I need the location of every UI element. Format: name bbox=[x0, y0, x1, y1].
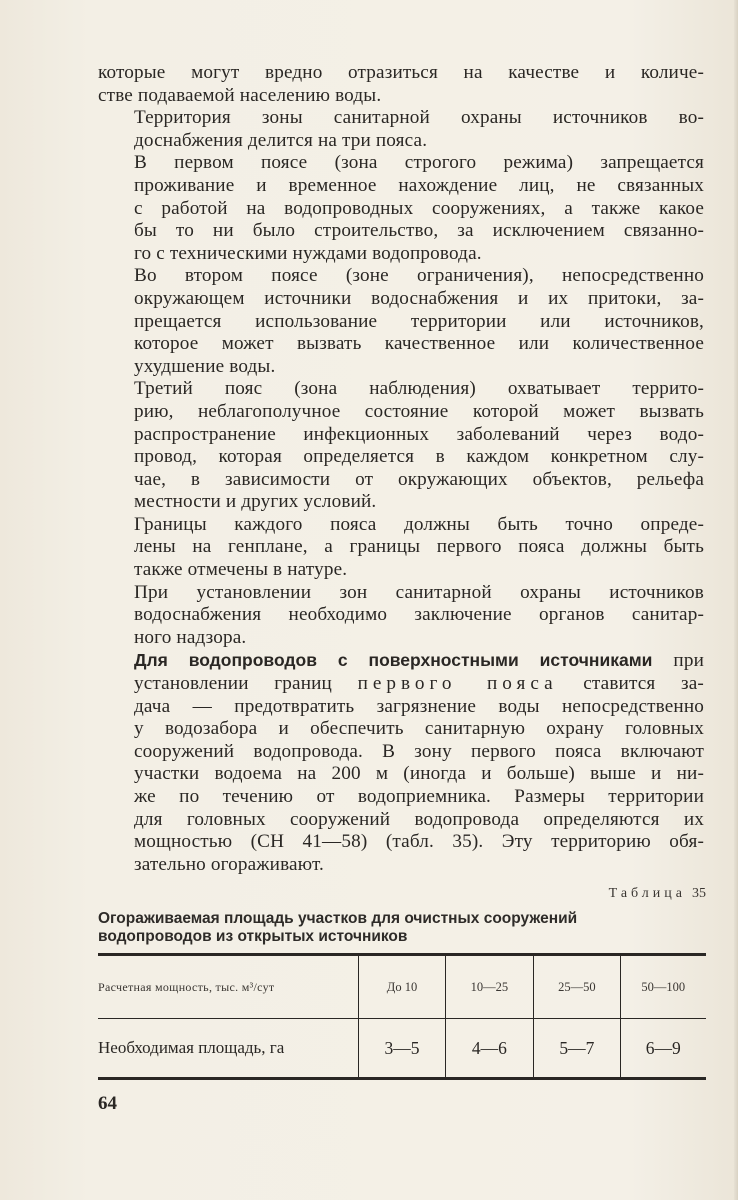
text-line: При установлении зон санитарной охраны источников bbox=[134, 581, 704, 603]
text-line: Границы каждого пояса должны быть точно опреде- bbox=[134, 513, 704, 535]
text-line: Во втором поясе (зоне ограничения), непосредственно bbox=[134, 265, 704, 287]
text-line: водоснабжения необходимо заключение органов санитар- bbox=[134, 604, 704, 626]
table-cell: 4—6 bbox=[445, 1019, 533, 1077]
text-line: мощностью (СН 41—58) (табл. 35). Эту территорию обя- bbox=[134, 831, 704, 853]
text-fragment: установлении границ bbox=[134, 673, 358, 695]
text-fragment: ставится за- bbox=[557, 673, 704, 695]
body-text bbox=[98, 62, 704, 876]
table-cell: 6—9 bbox=[620, 1019, 706, 1077]
text-line: окружающем источники водоснабжения и их притоки, за- bbox=[134, 287, 704, 309]
bold-heading-text: Для водопроводов с поверхностными источниками bbox=[134, 650, 653, 671]
text-line: местности и других условий. bbox=[134, 491, 377, 513]
paragraph bbox=[98, 107, 704, 152]
text-line: распространение инфекционных заболеваний через водо- bbox=[134, 423, 704, 445]
text-line: го с техническими нуждами водопровода. bbox=[134, 242, 482, 264]
text-line: проживание и временное нахождение лиц, не связанных bbox=[134, 174, 704, 196]
text-line: участки водоема на 200 м (иногда и больше) выше и ни- bbox=[134, 763, 704, 785]
text-line: ухудшение воды. bbox=[134, 355, 276, 377]
paragraph bbox=[98, 62, 704, 107]
text-line: также отмечены в натуре. bbox=[134, 559, 348, 581]
text-line: рию, неблагополучное состояние которой может вызвать bbox=[134, 400, 704, 422]
table-header-cell: До 10 bbox=[358, 956, 444, 1018]
paragraph bbox=[98, 514, 704, 582]
text-line: доснабжения делится на три пояса. bbox=[134, 129, 428, 151]
text-line: провод, которая определяется в каждом конкретном слу- bbox=[134, 446, 704, 468]
table-header-cell: 50—100 bbox=[620, 956, 706, 1018]
text-line: которые могут вредно отразиться на качестве и количе- bbox=[98, 62, 704, 83]
text-line: стве подаваемой населению воды. bbox=[98, 84, 382, 106]
text-line: которое может вызвать качественное или количественное bbox=[134, 333, 704, 355]
text-line: дача — предотвратить загрязнение воды непосредственно bbox=[134, 695, 704, 717]
text-line bbox=[98, 673, 704, 696]
table-caption bbox=[609, 886, 706, 902]
text-line: у водозабора и обеспечить санитарную охрану головных bbox=[134, 718, 704, 740]
table-caption-number: 35 bbox=[692, 886, 706, 901]
text-fragment: при bbox=[652, 650, 704, 672]
text-line: прещается использование территории или источников, bbox=[134, 310, 704, 332]
text-line: же по течению от водоприемника. Размеры территории bbox=[134, 786, 704, 807]
table-caption-word: Таблица bbox=[608, 886, 686, 901]
table-header-cell: 10—25 bbox=[445, 956, 533, 1018]
text-line: Территория зоны санитарной охраны источников во- bbox=[134, 107, 704, 129]
spaced-emphasis-text: первого пояса bbox=[357, 673, 558, 695]
table-row bbox=[98, 1019, 706, 1077]
table-title-line: Огораживаемая площадь участков для очистных сооружений bbox=[98, 910, 578, 927]
text-line: ного надзора. bbox=[134, 626, 247, 648]
data-table bbox=[98, 953, 706, 1080]
text-line: с работой на водопроводных сооружениях, а также какое bbox=[134, 197, 704, 219]
table-cell: Необходимая площадь, га bbox=[98, 1038, 285, 1057]
page-edge bbox=[734, 0, 738, 1200]
text-line bbox=[98, 649, 704, 673]
table-cell: 3—5 bbox=[358, 1019, 444, 1077]
text-line: лены на генплане, а границы первого пояса должны быть bbox=[134, 536, 704, 558]
page-number: 64 bbox=[98, 1093, 117, 1114]
text-line: В первом поясе (зона строгого режима) запрещается bbox=[134, 152, 704, 174]
text-line: Третий пояс (зона наблюдения) охватывает террито- bbox=[134, 378, 704, 400]
text-line: сооружений водопровода. В зону первого пояса включают bbox=[134, 740, 704, 762]
paragraph bbox=[98, 152, 704, 265]
table-cell: 5—7 bbox=[533, 1019, 619, 1077]
table-header-cell: Расчетная мощность, тыс. м³/сут bbox=[98, 979, 275, 994]
paragraph bbox=[98, 378, 704, 514]
table-header-cell: 25—50 bbox=[533, 956, 619, 1018]
paragraph bbox=[98, 649, 704, 876]
text-line: чае, в зависимости от окружающих объектов, рельефа bbox=[134, 468, 704, 490]
text-line: зательно огораживают. bbox=[134, 853, 324, 875]
table-header-row bbox=[98, 956, 706, 1019]
table-title bbox=[98, 910, 704, 946]
paragraph bbox=[98, 582, 704, 650]
paragraph bbox=[98, 265, 704, 378]
table-title-line: водопроводов из открытых источников bbox=[98, 928, 408, 945]
text-line: бы то ни было строительство, за исключением связанно- bbox=[134, 220, 704, 242]
text-line: для головных сооружений водопровода определяются их bbox=[134, 808, 704, 830]
